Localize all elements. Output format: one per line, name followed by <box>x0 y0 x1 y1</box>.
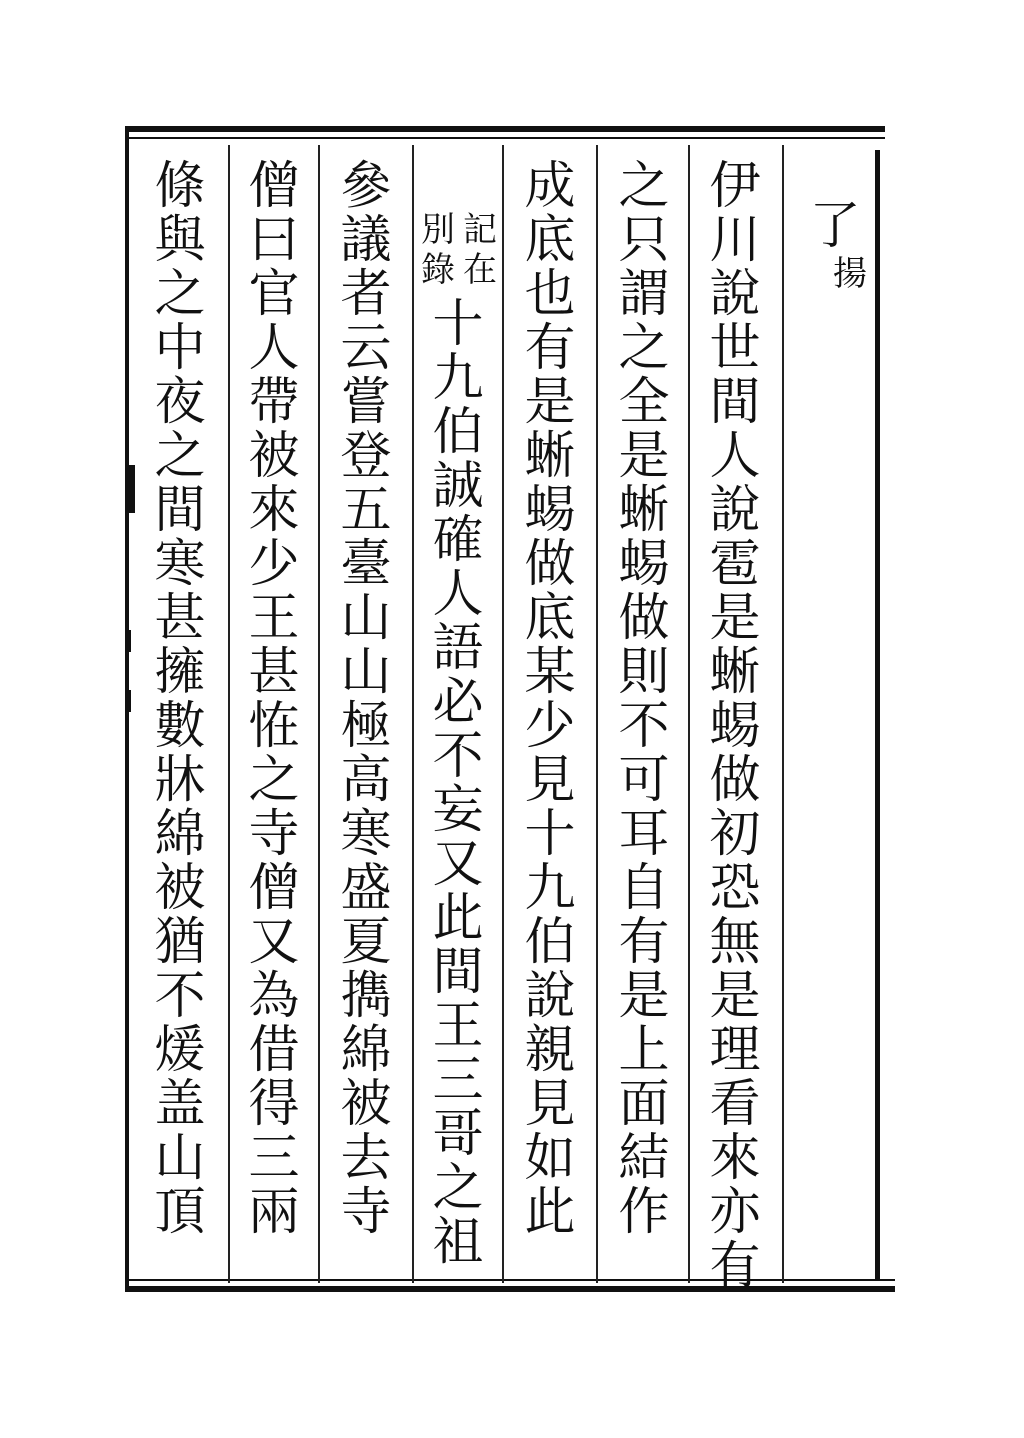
margin-mark <box>127 465 135 513</box>
glyph: 伯 <box>524 913 576 972</box>
glyph: 十 <box>432 295 484 354</box>
glyph: 見 <box>524 751 576 810</box>
right-border <box>875 150 880 1280</box>
glyph: 也 <box>524 265 576 324</box>
margin-mark <box>127 690 131 712</box>
glyph: 中 <box>154 319 206 378</box>
glyph: 面 <box>618 1075 670 1134</box>
glyph: 少 <box>524 697 576 756</box>
glyph: 謂 <box>618 265 670 324</box>
glyph: 去 <box>340 1129 392 1188</box>
column-divider <box>782 145 784 1283</box>
glyph: 者 <box>340 265 392 324</box>
glyph: 十 <box>524 805 576 864</box>
glyph: 哥 <box>432 1105 484 1164</box>
glyph: 上 <box>618 1021 670 1080</box>
glyph: 猶 <box>154 913 206 972</box>
glyph: 王 <box>248 589 300 648</box>
glyph: 山 <box>340 643 392 702</box>
glyph: 三 <box>432 1051 484 1110</box>
note-glyph: 錄 <box>421 250 455 290</box>
glyph: 九 <box>524 859 576 918</box>
glyph: 是 <box>709 967 761 1026</box>
glyph: 為 <box>248 967 300 1026</box>
glyph: 王 <box>432 997 484 1056</box>
glyph: 親 <box>524 1021 576 1080</box>
text-column-3 <box>518 157 582 1300</box>
glyph: 人 <box>432 565 484 624</box>
glyph: 是 <box>618 427 670 486</box>
glyph: 雹 <box>709 535 761 594</box>
glyph: 得 <box>248 1075 300 1134</box>
glyph: 來 <box>248 481 300 540</box>
glyph: 底 <box>524 589 576 648</box>
top-border-inner <box>125 137 885 139</box>
glyph: 之 <box>154 427 206 486</box>
margin-mark <box>127 630 131 652</box>
glyph: 川 <box>709 211 761 270</box>
glyph: 甚 <box>154 589 206 648</box>
glyph: 官 <box>248 265 300 324</box>
glyph: 數 <box>154 697 206 756</box>
left-border <box>125 132 129 1292</box>
text-column-2 <box>612 157 676 1300</box>
glyph: 確 <box>432 511 484 570</box>
glyph: 初 <box>709 805 761 864</box>
glyph: 山 <box>154 1129 206 1188</box>
glyph: 寺 <box>340 1183 392 1242</box>
glyph: 不 <box>154 967 206 1026</box>
glyph: 九 <box>432 349 484 408</box>
glyph: 人 <box>248 319 300 378</box>
glyph: 有 <box>709 1237 761 1296</box>
column-divider <box>688 145 690 1283</box>
glyph: 有 <box>524 319 576 378</box>
glyph: 帶 <box>248 373 300 432</box>
glyph: 甚 <box>248 643 300 702</box>
glyph: 少 <box>248 535 300 594</box>
note-glyph: 在 <box>463 250 497 290</box>
glyph: 之 <box>154 265 206 324</box>
glyph: 極 <box>340 697 392 756</box>
glyph: 伯 <box>432 403 484 462</box>
glyph: 作 <box>618 1183 670 1242</box>
glyph: 見 <box>524 1075 576 1134</box>
glyph: 語 <box>432 619 484 678</box>
glyph: 又 <box>432 835 484 894</box>
glyph: 借 <box>248 1021 300 1080</box>
text-column-1 <box>703 157 767 1300</box>
glyph: 被 <box>154 859 206 918</box>
top-border <box>125 126 885 132</box>
glyph: 耳 <box>618 805 670 864</box>
text-column-6 <box>242 157 306 1300</box>
glyph: 來 <box>709 1129 761 1188</box>
glyph: 寒 <box>340 805 392 864</box>
glyph: 三 <box>248 1129 300 1188</box>
glyph: 曰 <box>248 211 300 270</box>
glyph: 不 <box>618 697 670 756</box>
glyph: 無 <box>709 913 761 972</box>
note-glyph: 別 <box>421 210 455 250</box>
glyph: 僧 <box>248 859 300 918</box>
header-note: 揚 <box>833 254 867 294</box>
column-divider <box>318 145 320 1283</box>
glyph: 綿 <box>340 1021 392 1080</box>
column-divider <box>502 145 504 1283</box>
glyph: 又 <box>248 913 300 972</box>
glyph: 做 <box>709 751 761 810</box>
glyph: 不 <box>432 727 484 786</box>
glyph: 伊 <box>709 157 761 216</box>
column-divider <box>596 145 598 1283</box>
glyph: 恠 <box>248 697 300 756</box>
glyph: 看 <box>709 1075 761 1134</box>
glyph: 登 <box>340 427 392 486</box>
glyph: 盖 <box>154 1075 206 1134</box>
glyph: 寺 <box>248 805 300 864</box>
glyph: 自 <box>618 859 670 918</box>
glyph: 被 <box>340 1075 392 1134</box>
glyph: 蜥 <box>524 427 576 486</box>
glyph: 山 <box>340 589 392 648</box>
glyph: 成 <box>524 157 576 216</box>
glyph: 蜴 <box>709 697 761 756</box>
glyph: 頂 <box>154 1183 206 1242</box>
glyph: 世 <box>709 319 761 378</box>
glyph: 說 <box>709 481 761 540</box>
glyph: 只 <box>618 211 670 270</box>
glyph: 恐 <box>709 859 761 918</box>
glyph: 說 <box>709 265 761 324</box>
glyph: 底 <box>524 211 576 270</box>
glyph: 理 <box>709 1021 761 1080</box>
glyph: 蜴 <box>524 481 576 540</box>
glyph: 誠 <box>432 457 484 516</box>
glyph: 蜴 <box>618 535 670 594</box>
glyph: 之 <box>248 751 300 810</box>
glyph: 祖 <box>432 1213 484 1272</box>
column-divider <box>228 145 230 1283</box>
glyph: 結 <box>618 1129 670 1188</box>
text-column-7 <box>148 157 212 1300</box>
glyph: 做 <box>618 589 670 648</box>
glyph: 做 <box>524 535 576 594</box>
glyph: 蜥 <box>709 643 761 702</box>
glyph: 妄 <box>432 781 484 840</box>
glyph: 是 <box>618 967 670 1026</box>
note-glyph: 記 <box>463 210 497 250</box>
glyph: 高 <box>340 751 392 810</box>
glyph: 議 <box>340 211 392 270</box>
glyph: 亦 <box>709 1183 761 1242</box>
glyph: 臺 <box>340 535 392 594</box>
glyph: 與 <box>154 211 206 270</box>
glyph: 云 <box>340 319 392 378</box>
glyph: 人 <box>709 427 761 486</box>
glyph: 此 <box>432 889 484 948</box>
header-column <box>800 197 870 294</box>
glyph: 兩 <box>248 1183 300 1242</box>
glyph: 間 <box>432 943 484 1002</box>
glyph: 則 <box>618 643 670 702</box>
glyph: 夜 <box>154 373 206 432</box>
glyph: 間 <box>709 373 761 432</box>
inline-note-left <box>418 210 458 290</box>
glyph: 擁 <box>154 643 206 702</box>
glyph: 間 <box>154 481 206 540</box>
text-column-5 <box>334 157 398 1300</box>
glyph: 之 <box>432 1159 484 1218</box>
glyph: 此 <box>524 1183 576 1242</box>
bottom-border-inner <box>125 1279 895 1281</box>
glyph: 是 <box>709 589 761 648</box>
glyph: 寒 <box>154 535 206 594</box>
glyph: 是 <box>524 373 576 432</box>
glyph: 必 <box>432 673 484 732</box>
glyph: 煖 <box>154 1021 206 1080</box>
glyph: 五 <box>340 481 392 540</box>
header-char: 了 <box>809 197 861 256</box>
glyph: 某 <box>524 643 576 702</box>
glyph: 嘗 <box>340 373 392 432</box>
glyph: 綿 <box>154 805 206 864</box>
glyph: 蜥 <box>618 481 670 540</box>
glyph: 可 <box>618 751 670 810</box>
glyph: 條 <box>154 157 206 216</box>
glyph: 之 <box>618 157 670 216</box>
glyph: 擕 <box>340 967 392 1026</box>
glyph: 盛 <box>340 859 392 918</box>
glyph: 全 <box>618 373 670 432</box>
glyph: 僧 <box>248 157 300 216</box>
glyph: 牀 <box>154 751 206 810</box>
inline-note-right <box>460 210 500 290</box>
glyph: 之 <box>618 319 670 378</box>
glyph: 說 <box>524 967 576 1026</box>
glyph: 有 <box>618 913 670 972</box>
glyph: 夏 <box>340 913 392 972</box>
glyph: 被 <box>248 427 300 486</box>
text-column-4 <box>426 295 490 1438</box>
glyph: 如 <box>524 1129 576 1188</box>
bottom-border <box>125 1286 895 1292</box>
glyph: 參 <box>340 157 392 216</box>
column-divider <box>412 145 414 1283</box>
